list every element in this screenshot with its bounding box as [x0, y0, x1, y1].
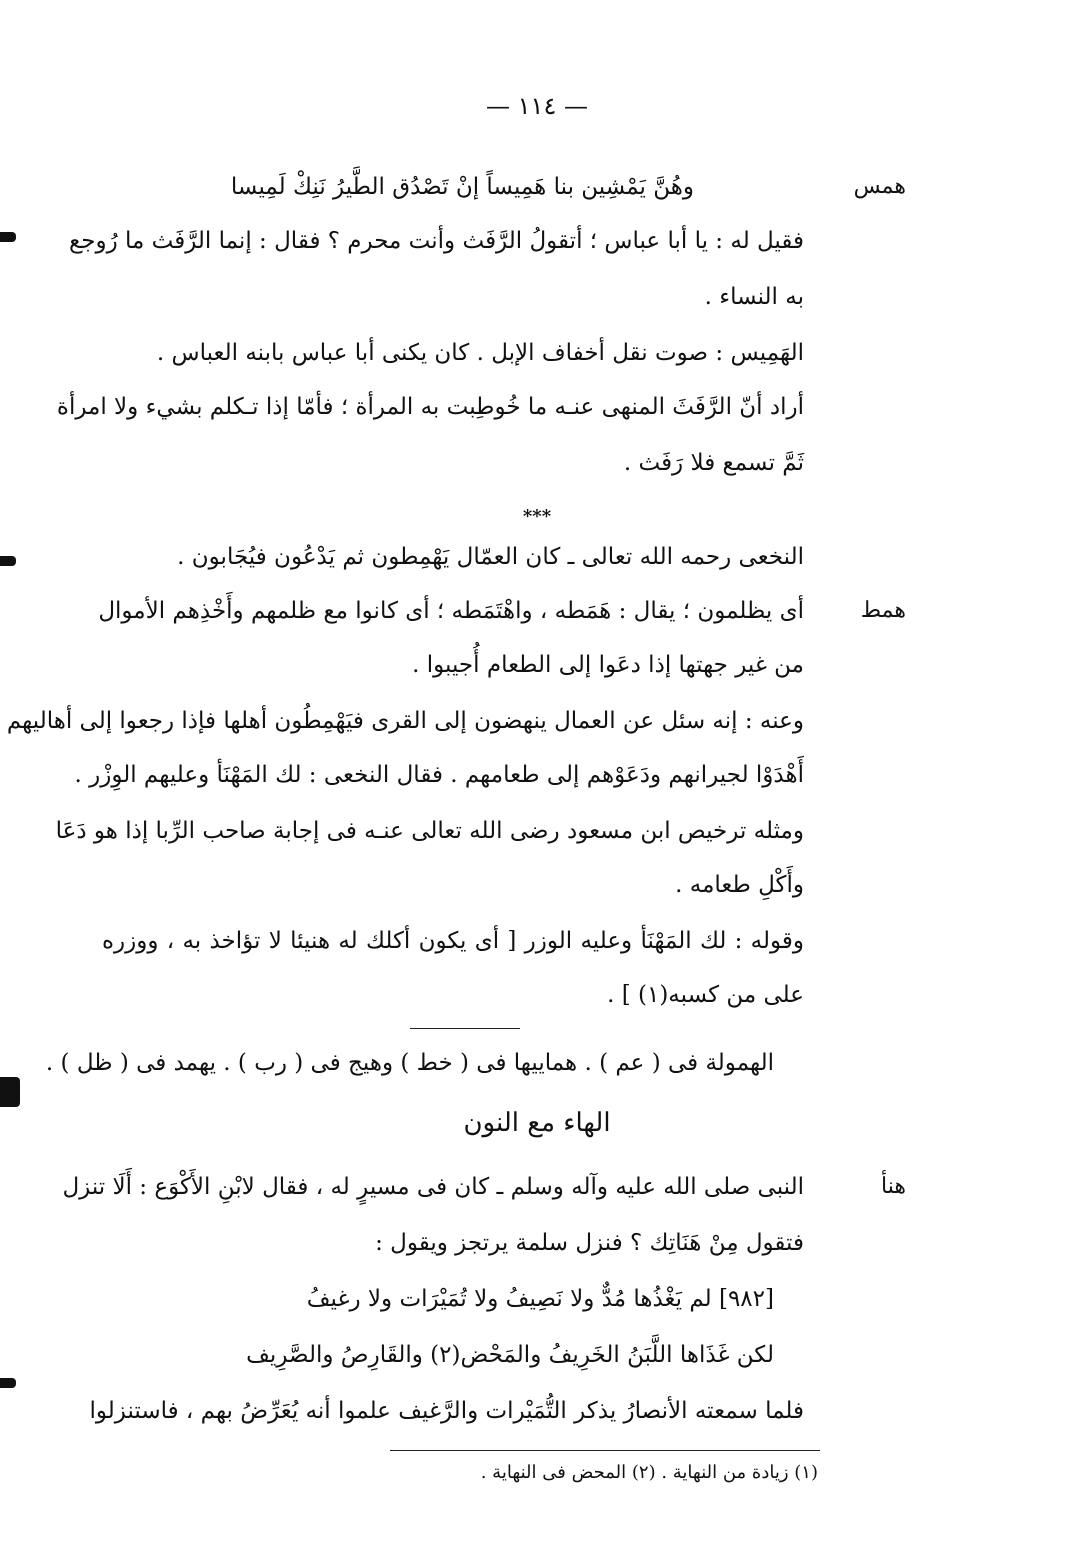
margin-headword: همس: [853, 174, 906, 199]
edge-tab-mark: [0, 556, 16, 566]
margin-headword: هنأ: [881, 1174, 906, 1199]
section-heading: الهاء مع النون: [463, 1108, 611, 1138]
text-line: من غير جهتها إذا دعَوا إلى الطعام أُجيبوا .: [412, 652, 804, 678]
text-line: ثَمَّ تسمع فلا رَفَث .: [623, 450, 804, 476]
verse-line: [٩٨٢] لم يَغْذُها مُدٌّ ولا نَصِيفُ ولا تُمَيْرَات ولا رغيفُ: [306, 1286, 774, 1312]
text-line: به النساء .: [704, 284, 804, 310]
text-line: على من كسبه(١) ] .: [607, 982, 804, 1008]
section-separator: ***: [522, 506, 552, 527]
short-rule: [410, 1028, 520, 1029]
text-line: أَهْدَوْا لجيرانهم ودَعَوْهم إلى طعامهم . فقال النخعى : لك المَهْنَأ وعليهم الوِزْر .: [74, 762, 804, 788]
cross-reference-line: الهمولة فى ( عم ) . هماييها فى ( خط ) وهيج فى ( رب ) . يهمد فى ( ظل ) .: [45, 1050, 774, 1076]
text-line: ومثله ترخيص ابن مسعود رضى الله تعالى عنـه فى إجابة صاحب الرِّبا إذا هو دَعَا: [55, 818, 804, 844]
text-line: وقوله : لك المَهْنَأ وعليه الوزر [ أى يكون أكلك له هنيئا لا تؤاخذ به ، ووزره: [102, 928, 804, 954]
verse-line: لكن غَذَاها اللَّبَنُ الخَرِيفُ والمَحْض(٢) والقَارِصُ والصَّرِيف: [246, 1342, 774, 1368]
edge-tab-mark: [0, 1077, 20, 1107]
footnote-rule: [390, 1450, 820, 1451]
text-line: وعنه : إنه سئل عن العمال ينهضون إلى القرى فيَهْمِطُون أهلها فإذا رجعوا إلى أهاليهم: [6, 708, 804, 734]
edge-tab-mark: [0, 1378, 16, 1388]
text-line: الهَمِيس : صوت نقل أخفاف الإبل . كان يكنى أبا عباس بابنه العباس .: [156, 340, 804, 366]
verse-line: وهُنَّ يَمْشِين بنا هَمِيساً إنْ تَصْدُق الطَّيرُ نَنِكْ لَمِيسا: [230, 174, 694, 200]
text-line: النبى صلى الله عليه وآله وسلم ـ كان فى مسيرٍ له ، فقال لابْنِ الأَكْوَع : أَلَا تنزل: [62, 1174, 804, 1200]
text-line: فلما سمعته الأنصارُ يذكر التُّمَيْرات والرَّغيف علموا أنه يُعَرِّضُ بهم ، فاستنزلوا: [89, 1398, 804, 1424]
text-line: فتقول مِنْ هَنَاتِك ؟ فنزل سلمة يرتجز ويقول :: [375, 1230, 804, 1256]
edge-tab-mark: [0, 232, 16, 242]
text-line: أى يظلمون ؛ يقال : هَمَطه ، واهْتَمَطه ؛ أى كانوا مع ظلمهم وأَخْذِهم الأموال: [98, 598, 804, 624]
text-line: وأَكْلِ طعامه .: [675, 872, 804, 898]
page-number: — ١١٤ —: [486, 92, 588, 120]
margin-headword: همط: [860, 598, 906, 623]
footnotes: (١) زيادة من النهاية . (٢) المحض فى النهاية .: [480, 1462, 818, 1483]
text-line: النخعى رحمه الله تعالى ـ كان العمّال يَهْمِطون ثم يَدْعُون فيُجَابون .: [177, 544, 804, 570]
text-line: أراد أنّ الرَّفَثَ المنهى عنـه ما خُوطِبت به المرأة ؛ فأمّا إذا تـكلم بشيء ولا امرأة: [56, 394, 804, 420]
text-line: فقيل له : يا أبا عباس ؛ أتقولُ الرَّفَث وأنت محرم ؟ فقال : إنما الرَّفَث ما رُوجع: [69, 228, 804, 254]
